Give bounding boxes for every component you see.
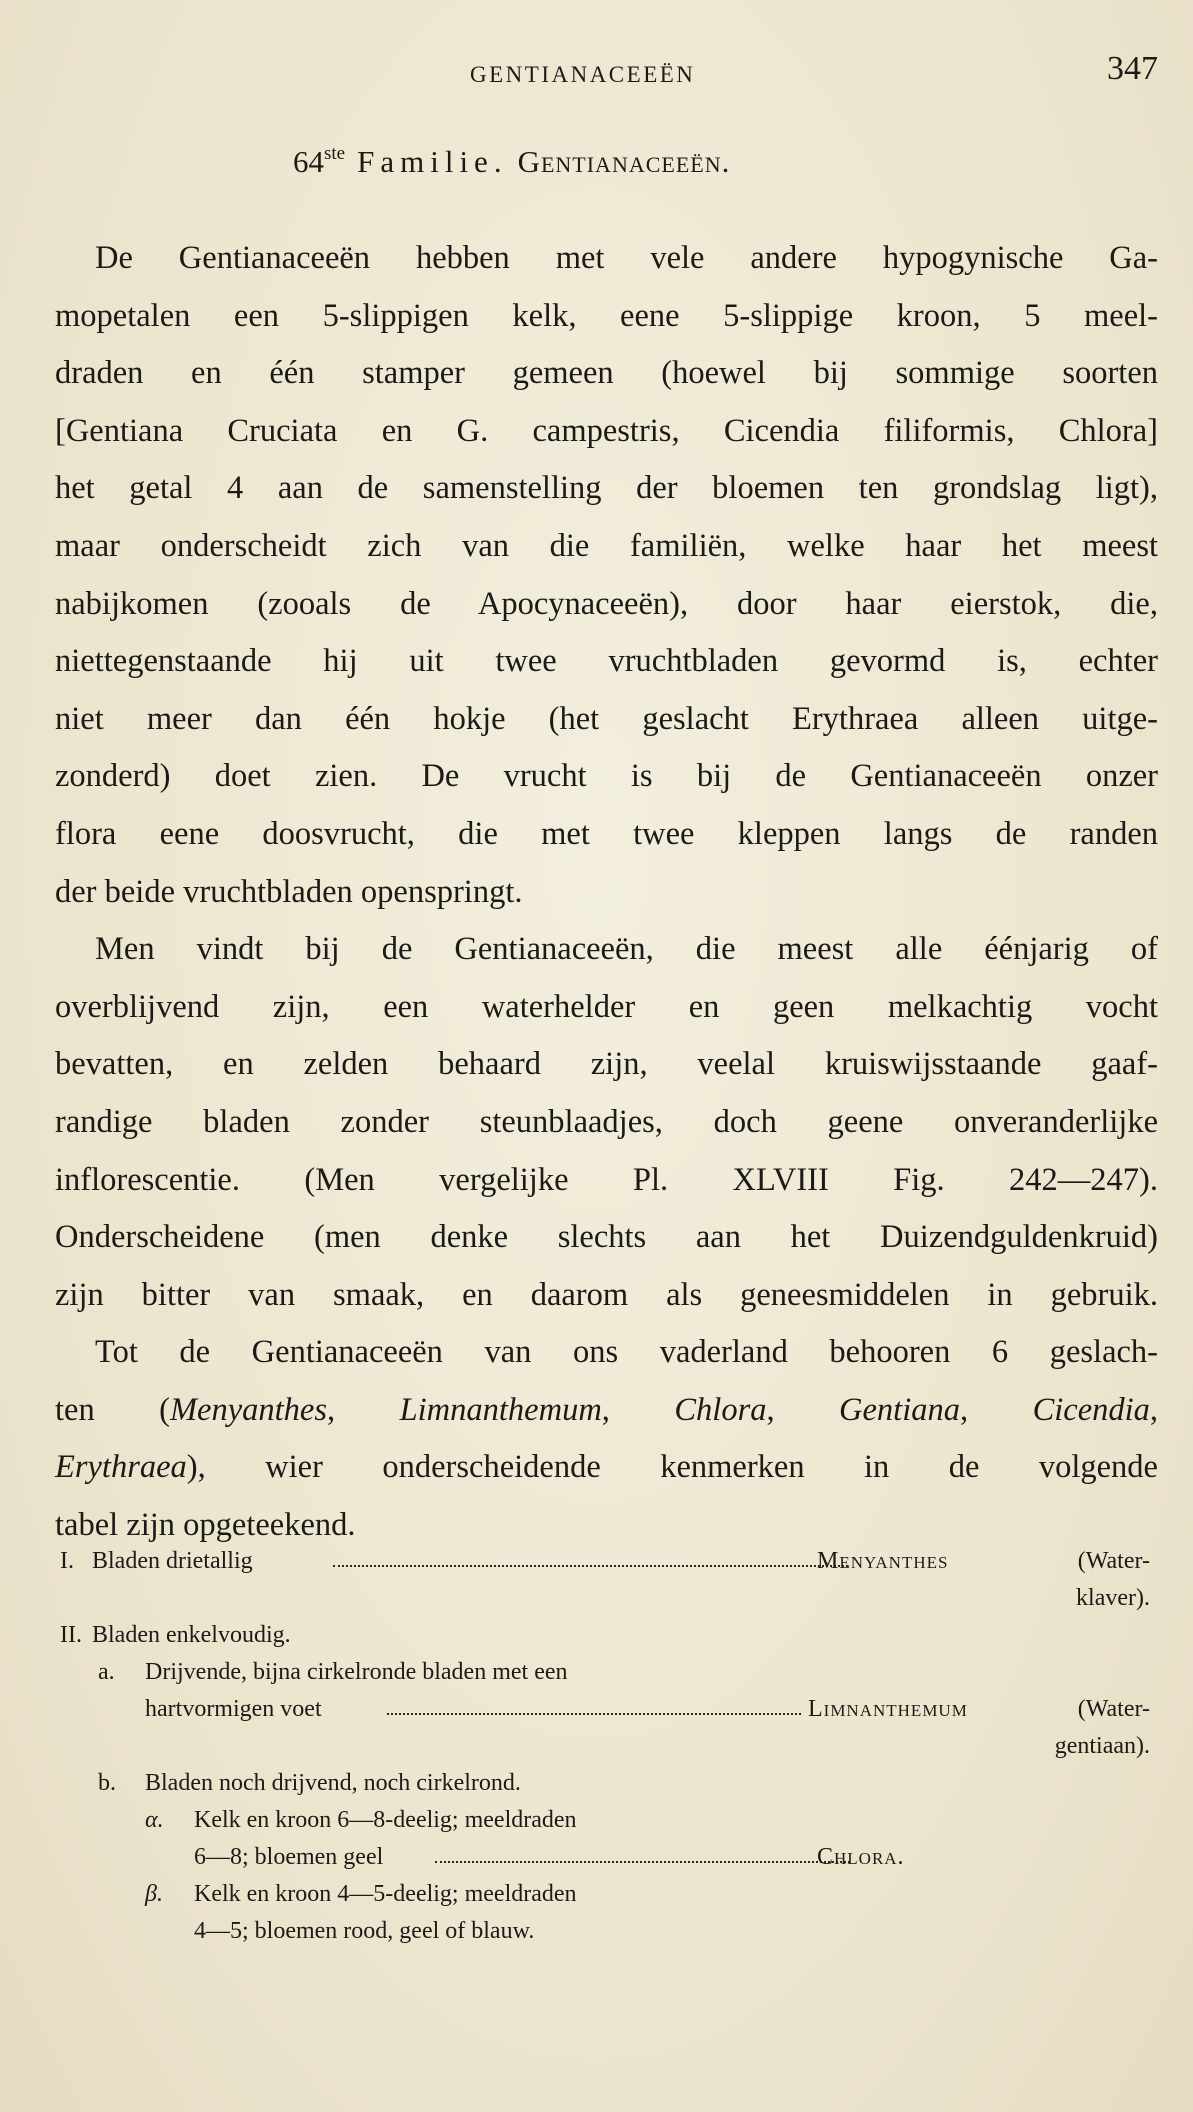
key-text: Drijvende, bijna cirkelronde bladen met een [145, 1659, 568, 1685]
key-common-name: (Water- [1077, 1696, 1150, 1722]
dot-leader [387, 1713, 801, 1715]
page-number: 347 [1107, 50, 1158, 87]
key-entry-a [60, 1654, 1160, 1691]
text-line: maar onderscheidt zich van die familiën, welke haar het meest [55, 527, 1158, 564]
text-line-genera: Erythraea), wier onderscheidende kenmerken in de volgende [55, 1449, 1158, 1486]
key-entry-II [60, 1617, 1160, 1654]
genus-name: Gentiana [839, 1391, 960, 1428]
familie-label: Familie. [357, 144, 508, 179]
key-label: α. [145, 1807, 164, 1833]
text-line: zijn bitter van smaak, en daarom als geneesmiddelen in gebruik. [55, 1276, 1158, 1313]
family-number: 64ste [293, 143, 346, 179]
genus-name: Chlora [674, 1391, 767, 1428]
key-common-name-cont: gentiaan). [1054, 1733, 1150, 1759]
key-common-name: (Water- [1077, 1548, 1150, 1574]
genus-name: Erythraea [55, 1449, 187, 1486]
key-taxon: Menyanthes [817, 1548, 949, 1574]
key-entry-I-cont [60, 1580, 1160, 1617]
text-line: draden en één stamper gemeen (hoewel bij sommige soorten [55, 355, 1158, 392]
key-label: b. [98, 1770, 116, 1796]
text-line: mopetalen een 5-slippigen kelk, eene 5-slippige kroon, 5 meel- [55, 297, 1158, 334]
dot-leader [435, 1861, 850, 1863]
text-line: inflorescentie. (Men vergelijke Pl. XLVIII Fig. 242—247). [55, 1161, 1158, 1198]
running-head: GENTIANACEEËN [470, 62, 696, 87]
key-label: II. [60, 1622, 82, 1648]
genus-name: Menyanthes [169, 1391, 327, 1428]
text-line: niettegenstaande hij uit twee vruchtbladen gevormd is, echter [55, 643, 1158, 680]
identification-key [60, 1543, 1160, 1950]
key-text: Kelk en kroon 4—5-deelig; meeldraden [194, 1881, 577, 1907]
key-entry-alpha-cont [60, 1839, 1160, 1876]
key-common-name-cont: klaver). [1076, 1585, 1150, 1611]
key-label: a. [98, 1659, 115, 1685]
key-entry-beta-cont [60, 1913, 1160, 1950]
text-line: [Gentiana Cruciata en G. campestris, Cicendia filiformis, Chlora] [55, 412, 1158, 449]
text-line: randige bladen zonder steunblaadjes, doch geene onveranderlijke [55, 1103, 1158, 1140]
key-entry-beta [60, 1876, 1160, 1913]
text-line: het getal 4 aan de samenstelling der bloemen ten grondslag ligt), [55, 470, 1158, 507]
key-text: Bladen noch drijvend, noch cirkelrond. [145, 1770, 521, 1796]
text-line: Onderscheidene (men denke slechts aan het Duizendguldenkruid) [55, 1219, 1158, 1256]
key-entry-I [60, 1543, 1160, 1580]
text-line: bevatten, en zelden behaard zijn, veelal kruiswijsstaande gaaf- [55, 1046, 1158, 1083]
key-entry-a-cont [60, 1691, 1160, 1728]
family-heading [293, 143, 730, 180]
body-text [55, 230, 1158, 1555]
key-label: I. [60, 1548, 74, 1574]
key-text: Kelk en kroon 6—8-deelig; meeldraden [194, 1807, 577, 1833]
text-line: Men vindt bij de Gentianaceeën, die meest alle éénjarig of [95, 931, 1158, 968]
genus-name: Cicendia [1032, 1391, 1150, 1428]
key-entry-a-cont2 [60, 1728, 1160, 1765]
text-line-genera: ten (Menyanthes, Limnanthemum, Chlora, Gentiana, Cicendia, [55, 1391, 1159, 1428]
key-text: 4—5; bloemen rood, geel of blauw. [194, 1918, 535, 1944]
family-name: Gentianaceeën. [517, 144, 731, 179]
genus-name: Limnanthemum [399, 1391, 602, 1428]
key-text: Bladen enkelvoudig. [92, 1622, 291, 1648]
text-line: nabijkomen (zooals de Apocynaceeën), door haar eierstok, die, [55, 585, 1158, 622]
text-line: niet meer dan één hokje (het geslacht Erythraea alleen uitge- [55, 700, 1158, 737]
key-entry-b [60, 1765, 1160, 1802]
key-entry-alpha [60, 1802, 1160, 1839]
text-line: der beide vruchtbladen openspringt. [55, 873, 523, 910]
key-text: 6—8; bloemen geel [194, 1844, 384, 1870]
key-label: β. [145, 1881, 163, 1907]
text-line: overblijvend zijn, een waterhelder en geen melkachtig vocht [55, 988, 1158, 1025]
text-line: De Gentianaceeën hebben met vele andere hypogynische Ga- [95, 240, 1158, 276]
dot-leader [333, 1565, 848, 1567]
key-text: hartvormigen voet [145, 1696, 322, 1722]
key-text: Bladen drietallig [92, 1548, 253, 1574]
text-line: tabel zijn opgeteekend. [55, 1507, 356, 1544]
key-taxon: Limnanthemum [808, 1696, 968, 1722]
text-line: zonderd) doet zien. De vrucht is bij de Gentianaceeën onzer [55, 758, 1158, 795]
key-taxon: Chlora. [817, 1844, 905, 1870]
text-line: Tot de Gentianaceeën van ons vaderland behooren 6 geslach- [95, 1334, 1158, 1371]
text-line: flora eene doosvrucht, die met twee kleppen langs de randen [55, 815, 1158, 852]
